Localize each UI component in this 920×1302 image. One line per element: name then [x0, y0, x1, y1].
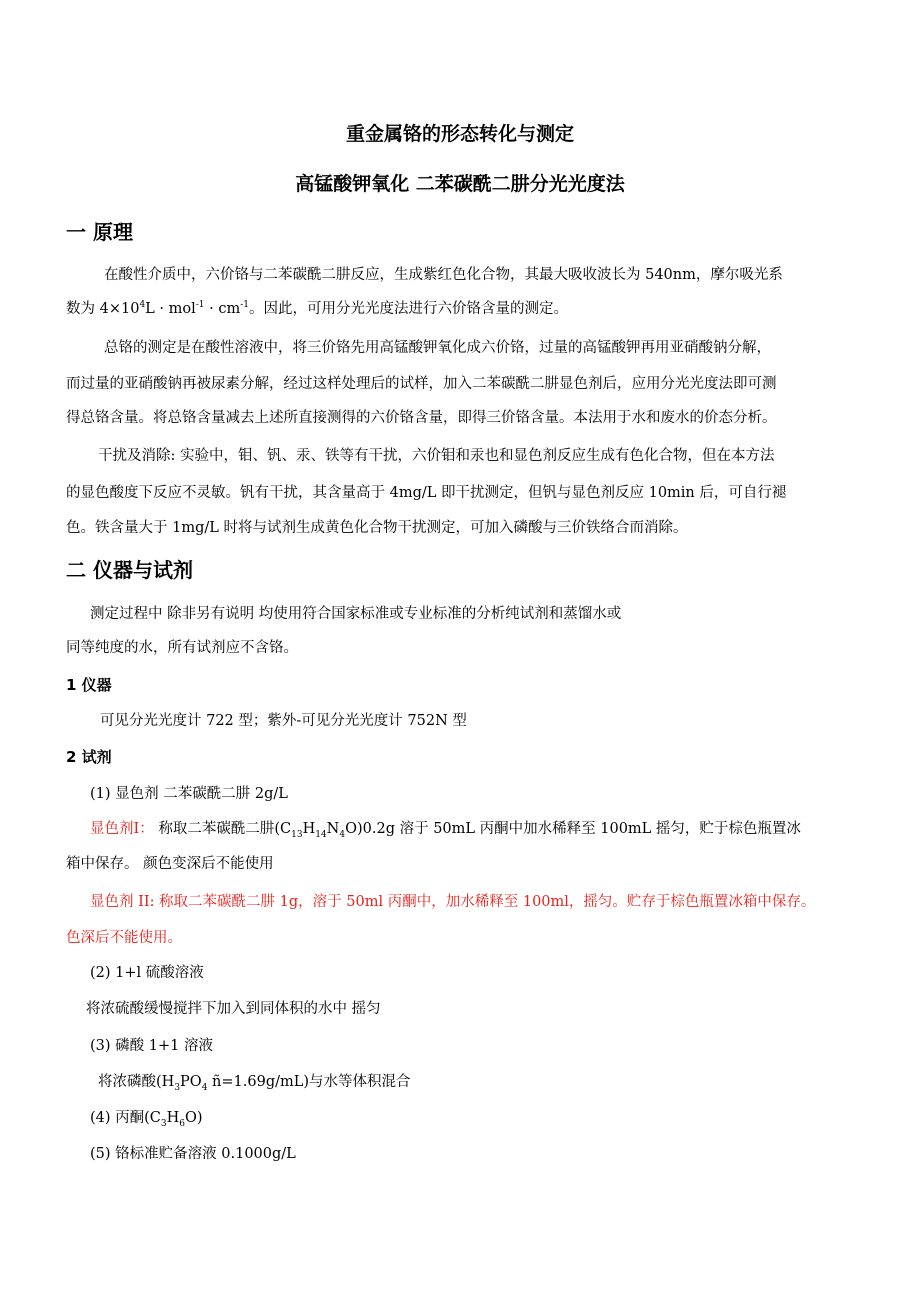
document-title: 重金属铬的形态转化与测定	[345, 123, 574, 145]
reagent-description: 将浓磷酸($H_3PO_4$ ñ=1.69g/mL)与水等体积混合	[98, 1074, 411, 1093]
paragraph-line: 箱中保存。 颜色变深后不能使用	[66, 856, 274, 872]
section-heading-instruments: 二 仪器与试剂	[66, 558, 193, 582]
paragraph-line: 同等纯度的水，所有试剂应不含铬。	[66, 640, 298, 656]
reagent-item: (5) 铬标准贮备溶液 0.1000g/L	[90, 1146, 296, 1162]
paragraph-line: 干扰及消除: 实验中，钼、钒、汞、铁等有干扰，六价钼和汞也和显色剂反应生成有色化合物，但在本方法	[98, 448, 775, 464]
paragraph-line: 色。铁含量大于 1mg/L 时将与试剂生成黄色化合物干扰测定，可加入磷酸与三价铁络合而消除。	[66, 520, 688, 536]
reagent-description: 将浓硫酸缓慢搅拌下加入到同体积的水中 摇匀	[86, 1001, 381, 1017]
document-subtitle: 高锰酸钾氧化 二苯碳酰二肼分光光度法	[295, 173, 625, 195]
reagent-item: (4) 丙酮$(C_3H_6O)$	[90, 1110, 203, 1129]
reagent-1-label: 显色剂Ⅰ：	[90, 821, 154, 837]
paragraph-line: 测定过程中 除非另有说明 均使用符合国家标准或专业标准的分析纯试剂和蒸馏水或	[90, 606, 622, 622]
subsection-heading-reagents: 2 试剂	[66, 748, 112, 766]
reagent-item: (1) 显色剂 二苯碳酰二肼 2g/L	[90, 786, 288, 802]
reagent-2-line: 色深后不能使用。	[66, 930, 182, 946]
paragraph-line: 的显色酸度下反应不灵敏。钒有干扰，其含量高于 4mg/L 即干扰测定，但钒与显色剂反应 10min 后，可自行褪	[66, 485, 787, 501]
reagent-1-line: 显色剂Ⅰ： 称取二苯碳酰二肼$(C_{13}H_{14}N_4O)0.2g$ 溶于 50mL 丙酮中加水稀释至 100mL 摇匀，贮于棕色瓶置冰	[90, 821, 801, 840]
reagent-2-line: 显色剂 II: 称取二苯碳酰二肼 1g，溶于 50ml 丙酮中，加水稀释至 100ml，摇匀。贮存于棕色瓶置冰箱中保存。	[90, 894, 816, 910]
paragraph-line: 得总铬含量。将总铬含量减去上述所直接测得的六价铬含量，即得三价铬含量。本法用于水和废水的价态分析。	[66, 410, 777, 426]
reagent-item: (2) 1+l 硫酸溶液	[90, 965, 204, 981]
section-heading-principle: 一 原理	[66, 220, 133, 244]
instrument-list: 可见分光光度计 722 型；紫外-可见分光光度计 752N 型	[100, 713, 467, 729]
reagent-item: (3) 磷酸 1+1 溶液	[90, 1038, 213, 1054]
subsection-heading-instruments: 1 仪器	[66, 676, 112, 694]
paragraph-line: 总铬的测定是在酸性溶液中，将三价铬先用高锰酸钾氧化成六价铬，过量的高锰酸钾再用亚硝酸钠分解，	[104, 340, 771, 356]
paragraph-line: 在酸性介质中，六价铬与二苯碳酰二肼反应，生成紫红色化合物，其最大吸收波长为 540nm，摩尔吸光系	[104, 267, 783, 283]
paragraph-line: 而过量的亚硝酸钠再被尿素分解，经过这样处理后的试样，加入二苯碳酰二肼显色剂后，应用分光光度法即可测	[66, 376, 777, 392]
paragraph-line-formula: 数为 $4\times 10^4L \cdot mol^{-1} \cdot cm^{-1}$。因此，可用分光光度法进行六价铬含量的测定。	[66, 300, 569, 317]
